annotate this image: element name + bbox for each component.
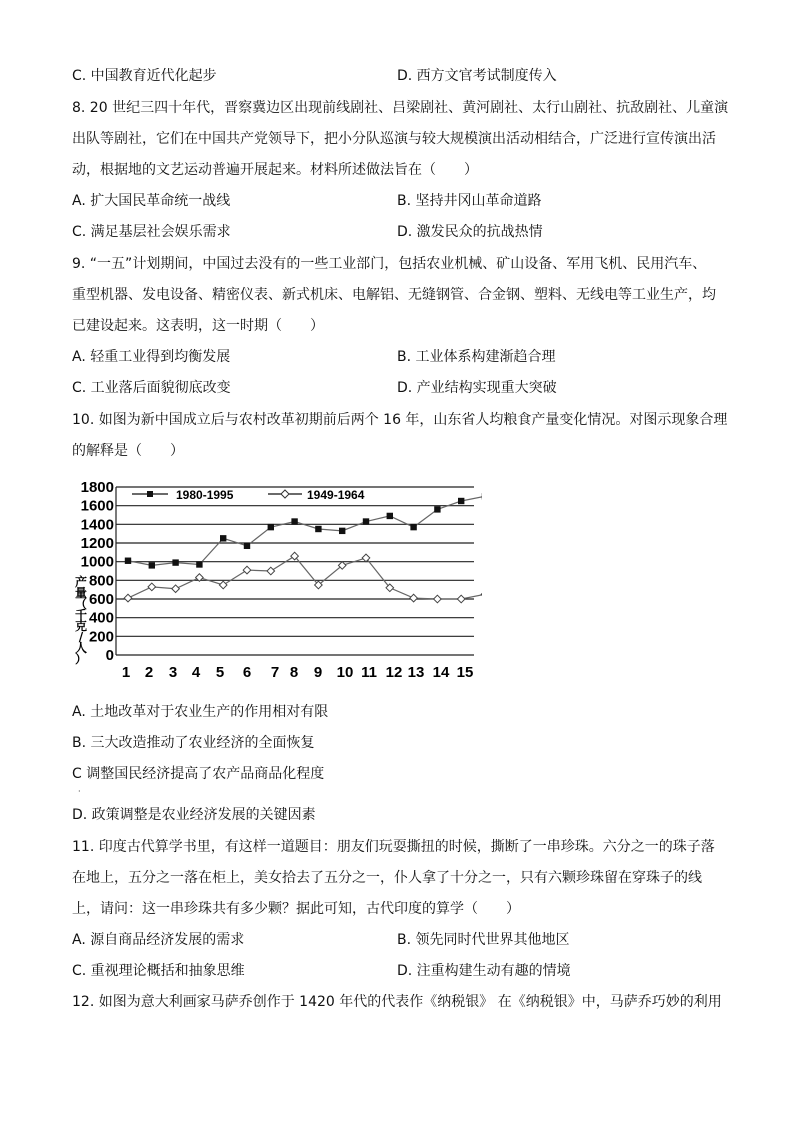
option-d: D. 西方文官考试制度传入 (397, 68, 557, 84)
grain-output-chart (72, 478, 482, 683)
data-point-square (315, 526, 321, 532)
data-point-square (220, 535, 226, 541)
question-text: 10. 如图为新中国成立后与农村改革初期前后两个 16 年，山东省人均粮食产量变化情况。对图示现象合理 (72, 412, 728, 428)
data-point-square (363, 518, 369, 524)
data-point-square (244, 543, 250, 549)
y-tick-label: 1400 (80, 516, 114, 534)
data-point-square (172, 559, 178, 565)
option-d: D. 产业结构实现重大突破 (397, 380, 557, 396)
data-point-square (410, 524, 416, 530)
y-tick-label: 1800 (80, 479, 114, 496)
y-label-char: / (78, 630, 84, 644)
option-d: D. 注重构建生动有趣的情境 (397, 963, 571, 979)
x-tick-label: 2 (144, 664, 154, 681)
y-tick-label: 1200 (80, 535, 114, 552)
data-point-square (434, 506, 440, 512)
data-point-square (291, 518, 297, 524)
legend-label: 1949-1964 (307, 488, 365, 502)
data-point-square (387, 513, 393, 519)
y-axis-label (75, 574, 87, 666)
x-tick-label: 13 (407, 664, 425, 681)
y-label-char: 量 (74, 586, 88, 600)
option-b: B. 坚持井冈山革命道路 (397, 193, 542, 209)
y-tick-label: 1600 (80, 497, 114, 515)
x-tick-label: 11 (361, 664, 377, 681)
question-text: 已建设起来。这表明，这一时期（ ） (72, 318, 324, 334)
question-text: 重型机器、发电设备、精密仪表、新式机床、电解铝、无缝钢管、合金钢、塑料、无线电等工业生产，均 (72, 287, 716, 303)
x-tick-label: 4 (191, 664, 201, 681)
y-tick-label: 1000 (80, 553, 114, 571)
option-b: B. 三大改造推动了农业经济的全面恢复 (72, 735, 315, 751)
y-label-char: ） (74, 652, 88, 666)
question-text: 出队等剧社，它们在中国共产党领导下，把小分队巡演与较大规模演出活动相结合，广泛进行宣传演出活 (72, 131, 716, 147)
x-tick-label: 14 (432, 664, 450, 681)
x-tick-label: 5 (215, 664, 225, 681)
x-tick-label: 3 (168, 664, 178, 681)
option-a: A. 扩大国民革命统一战线 (72, 193, 231, 209)
x-axis-ticks (122, 664, 474, 681)
data-point-square (196, 561, 202, 567)
question-text: 上，请问：这一串珍珠共有多少颗？据此可知，古代印度的算学（ ） (72, 901, 520, 917)
legend-label: 1980-1995 (176, 488, 234, 502)
option-b: B. 工业体系构建渐趋合理 (397, 349, 556, 365)
y-label-char: 千 (74, 608, 88, 622)
x-tick-label: 15 (456, 664, 474, 681)
data-point-square (268, 524, 274, 530)
legend-marker-square (147, 491, 153, 497)
option-c: C. 工业落后面貌彻底改变 (72, 380, 231, 396)
x-tick-label: 7 (270, 664, 280, 681)
y-label-char: 克 (74, 619, 88, 633)
stray-mark: · (78, 787, 81, 796)
option-d: D. 激发民众的抗战热情 (397, 224, 543, 240)
option-a: A. 土地改革对于农业生产的作用相对有限 (72, 704, 329, 720)
option-c: C 调整国民经济提高了农产品商品化程度 (72, 766, 325, 782)
y-label-char: 产 (74, 575, 88, 589)
x-tick-label: 6 (242, 664, 252, 681)
option-c: C. 中国教育近代化起步 (72, 68, 217, 84)
option-d: D. 政策调整是农业经济发展的关键因素 (72, 807, 316, 823)
y-tick-label: 400 (88, 609, 114, 627)
y-label-char: 人 (74, 641, 88, 655)
x-tick-label: 1 (121, 664, 131, 681)
x-tick-label: 8 (289, 664, 299, 681)
option-c: C. 重视理论概括和抽象思维 (72, 963, 245, 979)
option-a: A. 源自商品经济发展的需求 (72, 932, 245, 948)
question-text: 在地上，五分之一落在柜上，美女拾去了五分之一，仆人拿了十分之一，只有六颗珍珠留在穿珠子的线 (72, 870, 702, 886)
option-a: A. 轻重工业得到均衡发展 (72, 349, 231, 365)
question-text: 动，根据地的文艺运动普遍开展起来。材料所述做法旨在（ ） (72, 162, 478, 178)
question-text: 的解释是（ ） (72, 443, 184, 459)
question-text: 11. 印度古代算学书里，有这样一道题目：朋友们玩耍撕扭的时候，撕断了一串珍珠。六分之一的珠子落 (72, 839, 715, 855)
option-b: B. 领先同时代世界其他地区 (397, 932, 570, 948)
x-tick-label: 10 (336, 664, 354, 681)
x-tick-label: 9 (313, 664, 323, 681)
data-point-square (125, 558, 131, 564)
y-tick-label: 600 (88, 591, 114, 608)
data-point-square (149, 562, 155, 568)
option-c: C. 满足基层社会娱乐需求 (72, 224, 231, 240)
data-point-square (339, 528, 345, 534)
y-tick-label: 0 (105, 647, 114, 664)
y-tick-label: 200 (88, 628, 114, 646)
question-text: 8. 20 世纪三四十年代，晋察冀边区出现前线剧社、吕梁剧社、黄河剧社、太行山剧社、抗敌剧社、儿童演 (72, 100, 729, 116)
question-text: 9. “一五”计划期间，中国过去没有的一些工业部门，包括农业机械、矿山设备、军用飞机、民用汽车、 (72, 256, 707, 272)
y-label-char: （ (74, 597, 88, 611)
x-tick-label: 12 (385, 664, 403, 681)
question-text: 12. 如图为意大利画家马萨乔创作于 1420 年代的代表作《纳税银》 在《纳税银》中，马萨乔巧妙的利用 (72, 994, 722, 1010)
y-tick-label: 800 (88, 572, 114, 590)
data-point-square (458, 498, 464, 504)
